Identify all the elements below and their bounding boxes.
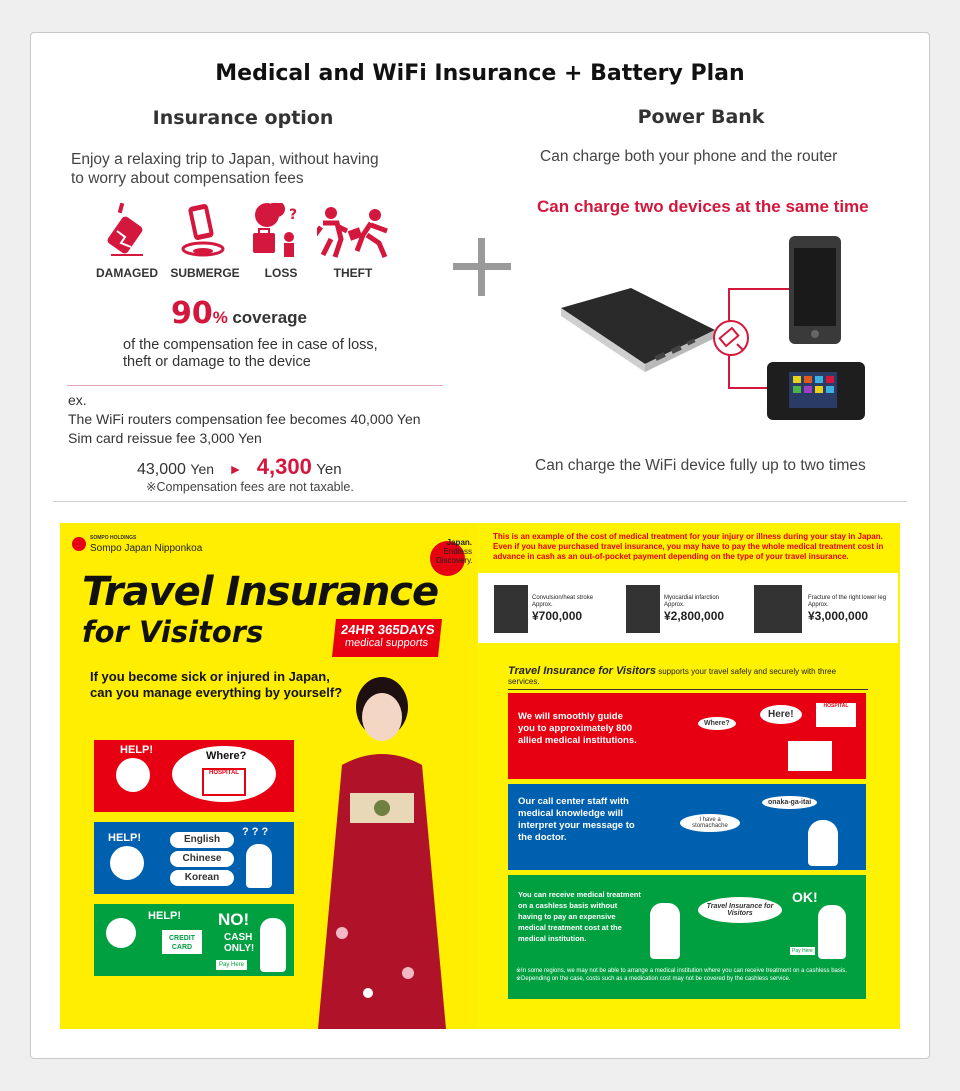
price-to-unit: Yen bbox=[316, 461, 342, 478]
service1-hospital-icon bbox=[816, 703, 856, 727]
power-bank-highlight: Can charge two devices at the same time bbox=[537, 197, 869, 216]
service1-hospital-sign: HOSPITAL bbox=[823, 703, 849, 709]
japan-word: Japan. bbox=[446, 538, 472, 547]
example-block bbox=[68, 391, 468, 448]
service1-where: Where? bbox=[698, 717, 736, 730]
clerk-icon bbox=[260, 918, 286, 972]
cost-item-1-approx: Approx. bbox=[532, 602, 553, 608]
divider bbox=[67, 385, 443, 386]
wifi-router-icon bbox=[767, 362, 865, 420]
icon-label-theft: THEFT bbox=[333, 266, 373, 280]
doctor-icon bbox=[246, 844, 272, 888]
usb-cable-icon bbox=[714, 321, 748, 355]
help-label-3: HELP! bbox=[148, 910, 181, 922]
services-heading bbox=[508, 665, 868, 690]
brand-name: Sompo Japan Nipponkoa bbox=[90, 543, 203, 554]
plus-icon bbox=[453, 238, 511, 296]
distressed-face-icon bbox=[106, 918, 136, 948]
power-bank-illustration bbox=[559, 236, 899, 424]
coverage-desc-line1: of the compensation fee in case of loss, bbox=[123, 337, 378, 353]
insurance-intro bbox=[71, 150, 471, 188]
service-panel-guide bbox=[508, 693, 866, 779]
language-chinese: Chinese bbox=[170, 851, 234, 867]
price-from-unit: Yen bbox=[190, 461, 215, 477]
language-english: English bbox=[170, 832, 234, 848]
japan-tagline bbox=[436, 538, 472, 565]
services-title: Travel Insurance for Visitors bbox=[508, 665, 656, 677]
cash-only-label bbox=[224, 932, 254, 954]
cost-item-1-label: Convulsion/heat stroke bbox=[532, 595, 594, 601]
power-bank-device-icon bbox=[561, 288, 715, 372]
service1-here: Here! bbox=[760, 705, 802, 724]
cost-item-1 bbox=[532, 595, 593, 623]
service1-text: We will smoothly guide you to approximately 800 allied medical institutions. bbox=[518, 711, 637, 746]
price-from-value: 43,000 bbox=[137, 461, 186, 478]
cost-item-1-value: ¥700,000 bbox=[532, 609, 583, 623]
banner-question-line1: If you become sick or injured in Japan, bbox=[90, 669, 330, 684]
banner-question-line2: can you manage everything by yourself? bbox=[90, 685, 343, 700]
support-badge-line1: 24HR 365DAYS bbox=[340, 622, 436, 637]
power-bank-footer: Can charge the WiFi device fully up to two times bbox=[535, 457, 866, 474]
sompo-logo-icon bbox=[72, 537, 86, 551]
damaged-phone-icon bbox=[107, 203, 147, 259]
service2-onaka: onaka-ga-itai bbox=[762, 796, 817, 809]
cost-item-2 bbox=[664, 595, 724, 623]
icon-label-loss: LOSS bbox=[264, 266, 298, 280]
cost-item-3-value: ¥3,000,000 bbox=[808, 609, 869, 623]
problem-panel-language bbox=[94, 822, 294, 894]
ambulance-icon bbox=[788, 741, 832, 771]
coverage-unit: % bbox=[212, 308, 228, 327]
doctor-icon-2 bbox=[808, 820, 838, 866]
coverage-desc-line2: theft or damage to the device bbox=[123, 354, 311, 370]
arrow-right-icon: ► bbox=[228, 461, 243, 477]
service3-bubble: Travel Insurance for Visitors bbox=[698, 897, 782, 923]
submerged-phone-icon bbox=[179, 203, 225, 259]
service-panel-cashless bbox=[508, 875, 866, 999]
coverage-word: coverage bbox=[232, 308, 307, 327]
insurance-intro-line1: Enjoy a relaxing trip to Japan, without having bbox=[71, 151, 379, 168]
heat-stroke-icon bbox=[494, 585, 528, 633]
service2-text: Our call center staff with medical knowledge will interpret your message to the doctor. bbox=[518, 796, 635, 843]
example-line2: Sim card reissue fee 3,000 Yen bbox=[68, 430, 262, 446]
hospital-sign: HOSPITAL bbox=[209, 770, 239, 776]
price-comparison bbox=[137, 454, 457, 480]
problem-panel-hospital bbox=[94, 740, 294, 812]
service2-stomachache: I have a stomachache bbox=[680, 814, 740, 832]
service3-pay-here: Pay Here bbox=[792, 948, 813, 954]
service-panel-interpret bbox=[508, 784, 866, 870]
cost-item-2-approx: Approx. bbox=[664, 602, 685, 608]
heart-attack-icon bbox=[626, 585, 660, 633]
power-bank-line1: Can charge both your phone and the router bbox=[540, 148, 838, 165]
cost-item-3 bbox=[808, 595, 886, 623]
credit-card-line2: CARD bbox=[171, 944, 193, 951]
cash-only-line1: CASH bbox=[224, 932, 253, 943]
service3-ok: OK! bbox=[792, 889, 818, 905]
service3-text: You can receive medical treatment on a cashless basis without having to pay an expensive medical treatment cost at the medical institution. bbox=[518, 890, 641, 943]
coverage-value: 90 bbox=[171, 296, 213, 331]
theft-icon bbox=[317, 205, 395, 259]
power-bank-heading: Power Bank bbox=[637, 106, 765, 128]
cost-item-2-label: Myocardial infarction bbox=[664, 595, 720, 601]
banner-title-line2: for Visitors bbox=[82, 615, 264, 649]
japan-tag1: Endless bbox=[443, 547, 472, 556]
page-title: Medical and WiFi Insurance + Battery Plan bbox=[215, 61, 745, 86]
cost-intro: This is an example of the cost of medical treatment for your injury or illness during your stay in Japan. Even if you have purchased travel insurance, you may have to pay the whole medical treatment cost in advance in cash as an out-of-pocket payment depending on the type of your travel insurance. bbox=[493, 532, 884, 561]
banner-title-line1: Travel Insurance bbox=[82, 569, 439, 615]
clerk-icon-2 bbox=[818, 905, 846, 959]
smartphone-icon bbox=[789, 236, 841, 344]
icon-label-damaged: DAMAGED bbox=[96, 266, 158, 280]
section-divider bbox=[53, 501, 907, 502]
problem-panel-cash bbox=[94, 904, 294, 976]
example-label: ex. bbox=[68, 392, 87, 408]
worried-face-icon bbox=[116, 758, 150, 792]
help-label-2: HELP! bbox=[108, 832, 141, 844]
svg-text:?: ? bbox=[289, 207, 298, 223]
coverage-description bbox=[123, 337, 443, 371]
kimono-woman-image bbox=[312, 673, 456, 1029]
price-to-value: 4,300 bbox=[256, 454, 312, 479]
icon-label-submerge: SUBMERGE bbox=[170, 266, 240, 280]
question-marks: ? ? ? bbox=[242, 826, 269, 838]
example-line1: The WiFi routers compensation fee becomes 40,000 Yen bbox=[68, 411, 421, 427]
confused-face-icon bbox=[110, 846, 144, 880]
credit-card-icon bbox=[160, 928, 204, 956]
cash-only-line2: ONLY! bbox=[224, 943, 255, 954]
insurance-intro-line2: to worry about compensation fees bbox=[71, 170, 304, 187]
japan-tag2: Discovery. bbox=[436, 556, 473, 565]
leg-fracture-icon bbox=[754, 585, 802, 633]
hospital-icon bbox=[202, 768, 246, 796]
insurance-heading: Insurance option bbox=[152, 107, 334, 129]
service3-footnote: ※In some regions, we may not be able to arrange a medical institution where you can receive treatment on a cashless basis. ※Depending on the case, costs such as a medication cost may not be covered by the cashless service. bbox=[516, 968, 847, 982]
credit-card-line1: CREDIT bbox=[168, 935, 196, 942]
help-label: HELP! bbox=[120, 744, 153, 756]
where-bubble: Where? bbox=[206, 750, 247, 762]
brand-small: SOMPO HOLDINGS bbox=[90, 535, 137, 541]
language-korean: Korean bbox=[170, 870, 234, 886]
tax-note: ※Compensation fees are not taxable. bbox=[146, 480, 354, 494]
support-badge-line2: medical supports bbox=[344, 637, 429, 649]
no-label: NO! bbox=[218, 910, 250, 929]
cost-item-2-value: ¥2,800,000 bbox=[664, 609, 725, 623]
cost-item-3-approx: Approx. bbox=[808, 602, 829, 608]
patient-icon bbox=[650, 903, 680, 959]
lost-luggage-icon bbox=[249, 203, 305, 259]
services-sub: supports your travel safely and securely with three services. bbox=[508, 667, 837, 686]
pay-here-sign: Pay Here bbox=[216, 960, 247, 970]
cost-item-3-label: Fracture of the right lower leg bbox=[808, 595, 887, 601]
support-badge bbox=[332, 619, 442, 657]
travel-insurance-banner bbox=[60, 523, 900, 1029]
coverage-line bbox=[171, 296, 411, 331]
